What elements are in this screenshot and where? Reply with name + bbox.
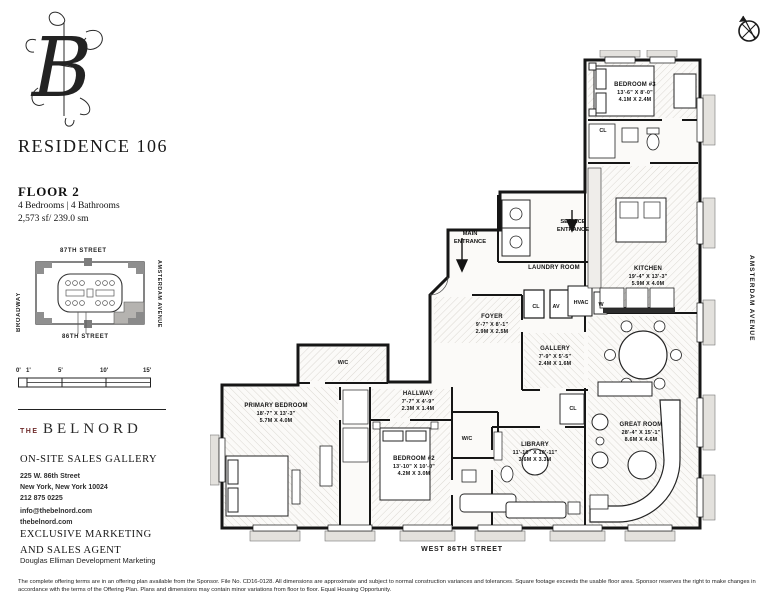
keyplan-street-right: AMSTERDAM AVENUE [156,260,162,328]
address-line2: New York, New York 10024 [20,484,108,492]
room-foyer: FOYER 9'-7" X 8'-1" 2.9M X 2.5M [475,314,509,335]
room-library: LIBRARY 11'-10" X 10'-11" 3.6M X 3.3M [512,442,558,463]
w-closet-label: W [598,302,604,308]
phone-number: 212 875 0225 [20,495,63,503]
svg-text:B: B [31,21,93,116]
room-great-room: GREAT ROOM 28'-4" X 15'-1" 8.6M X 4.6M [619,422,663,443]
legal-disclaimer: The complete offering terms are in an offering plan available from the Sponsor. File No. CD16-0128. All dimensions are approximate and subject to normal construction variances and tolerances. Square footage exceeds the usable floor area. Sponsor reserves the right to make changes in accordance with the terms of the Offering Plan. Plans and dimensions may contain minor variations from floor to floor. Equal Housing Opportunity. [18,578,756,594]
room-hallway: HALLWAY 7'-7" X 4'-9" 2.3M X 1.4M [401,391,435,412]
keyplan-map [14,256,164,336]
scale-0: 0' [16,368,21,374]
closet-label: CL [599,128,607,134]
sales-gallery-title: ON-SITE SALES GALLERY [20,454,158,465]
area-size: 2,573 sf/ 239.0 sm [18,214,89,224]
amsterdam-avenue-label: AMSTERDAM AVENUE [748,255,755,342]
scale-bar [18,377,154,389]
scale-1: 1' [26,368,31,374]
website-url: thebelnord.com [20,519,73,527]
room-primary-bedroom: PRIMARY BEDROOM 18'-7" X 13'-3" 5.7M X 4.0M [244,403,308,424]
floor-plan-drawing [210,50,770,555]
scale-10: 10' [100,368,109,374]
room-bedroom2: BEDROOM #2 13'-10" X 10'-0" 4.2M X 3.0M [392,456,436,477]
closet-label: CL [569,406,577,412]
service-entrance-label: SERVICE ENTRANCE [556,219,590,233]
hvac-label: HVAC [573,300,589,306]
keyplan-street-bottom: 86TH STREET [62,334,109,340]
floor-label: FLOOR 2 [18,184,80,199]
divider-rule [18,409,166,410]
keyplan-street-top: 87TH STREET [60,248,107,254]
scale-15: 15' [143,368,152,374]
walk-in-closet-label: W/C [461,436,473,442]
walk-in-closet-label: W/C [337,360,349,366]
address-line1: 225 W. 86th Street [20,473,80,480]
closet-label: CL [532,304,540,310]
agent-name: Douglas Elliman Development Marketing [20,556,156,565]
west-86th-street-label: WEST 86TH STREET [421,546,503,553]
email-address: info@thebelnord.com [20,508,93,515]
north-compass-icon [730,10,766,46]
main-entrance-label: MAIN ENTRANCE [453,231,487,245]
brand-the: THE [20,428,39,435]
room-kitchen: KITCHEN 19'-4" X 13'-3" 5.9M X 4.0M [628,266,668,287]
bed-bath-count: 4 Bedrooms | 4 Bathrooms [18,201,120,211]
agent-title-line2: AND SALES AGENT [20,544,122,556]
brand-name: BELNORD [43,421,142,437]
room-bedroom3: BEDROOM #3 13'-6" X 8'-0" 4.1M X 2.4M [614,82,656,103]
belnord-ornate-b-logo [14,8,114,130]
agent-title-line1: EXCLUSIVE MARKETING [20,529,152,540]
residence-title: RESIDENCE 106 [18,136,168,156]
room-gallery: GALLERY 7'-9" X 5'-5" 2.4M X 1.6M [538,346,572,367]
room-laundry: LAUNDRY ROOM [528,265,580,271]
keyplan-street-left: BROADWAY [16,292,22,332]
scale-5: 5' [58,368,63,374]
av-closet-label: AV [552,304,560,310]
